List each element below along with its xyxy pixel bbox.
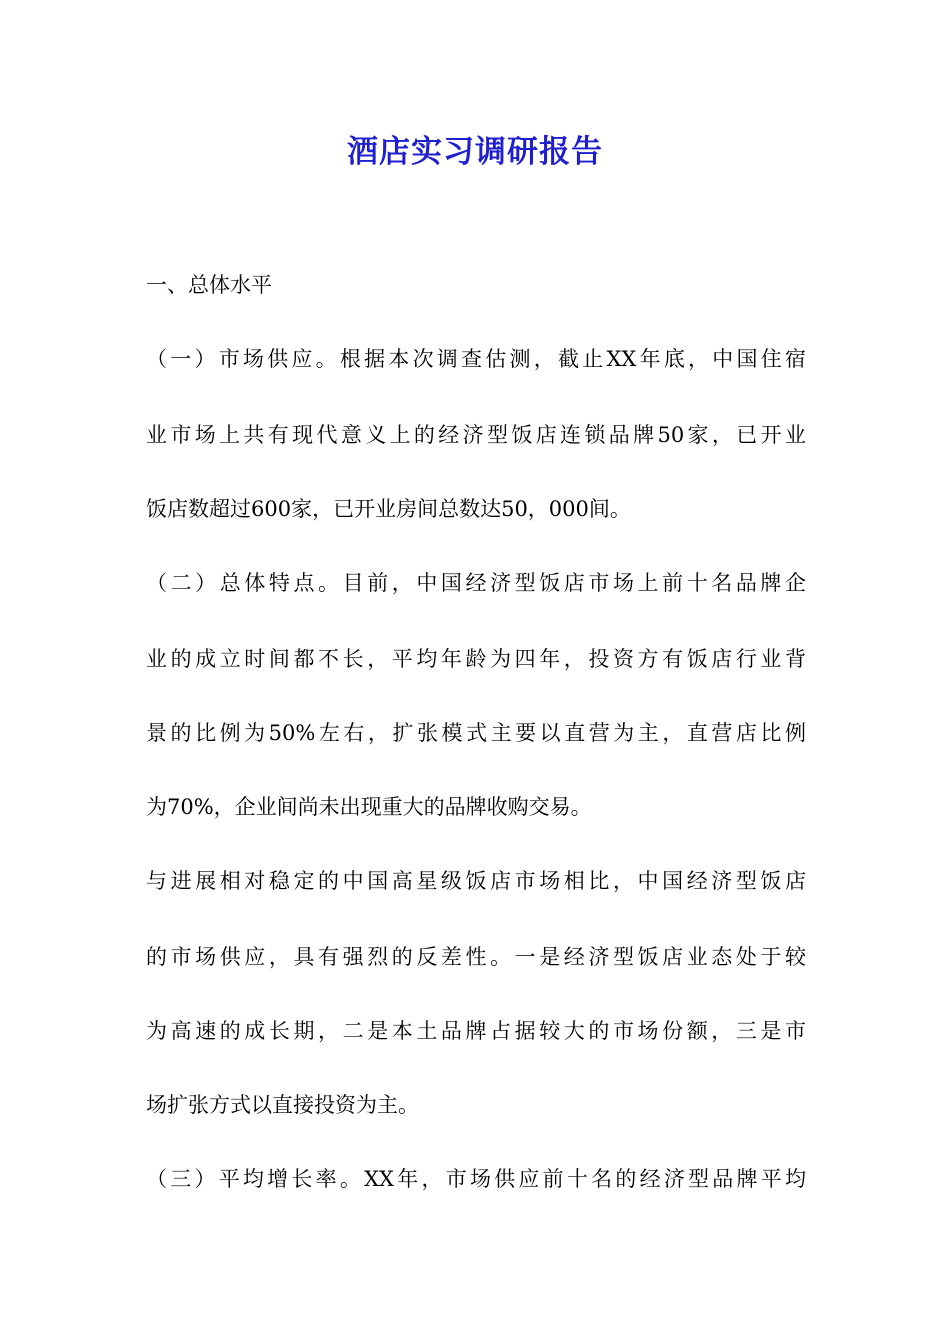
paragraph-line: 场扩张方式以直接投资为主。 [146, 1093, 419, 1117]
paragraph-line: （三）平均增长率。XX年，市场供应前十名的经济型品牌平均 [146, 1167, 806, 1191]
paragraph-line: 业的成立时间都不长，平均年龄为四年，投资方有饭店行业背 [146, 647, 806, 671]
section-heading: 一、总体水平 [146, 273, 272, 297]
paragraph-line: 饭店数超过600家，已开业房间总数达50，000间。 [146, 497, 631, 521]
paragraph-line: 业市场上共有现代意义上的经济型饭店连锁品牌50家，已开业 [146, 423, 806, 447]
paragraph-line: 为高速的成长期，二是本土品牌占据较大的市场份额，三是市 [146, 1019, 806, 1043]
paragraph-line: 为70%，企业间尚未出现重大的品牌收购交易。 [146, 795, 592, 819]
document-title: 酒店实习调研报告 [347, 134, 603, 170]
paragraph-line: 景的比例为50%左右，扩张模式主要以直营为主，直营店比例 [146, 721, 806, 745]
paragraph-line: 的市场供应，具有强烈的反差性。一是经济型饭店业态处于较 [146, 945, 806, 969]
paragraph-line: 与进展相对稳定的中国高星级饭店市场相比，中国经济型饭店 [146, 869, 806, 893]
paragraph-line: （一）市场供应。根据本次调查估测，截止XX年底，中国住宿 [146, 347, 806, 371]
paragraph-line: （二）总体特点。目前，中国经济型饭店市场上前十名品牌企 [146, 571, 806, 595]
